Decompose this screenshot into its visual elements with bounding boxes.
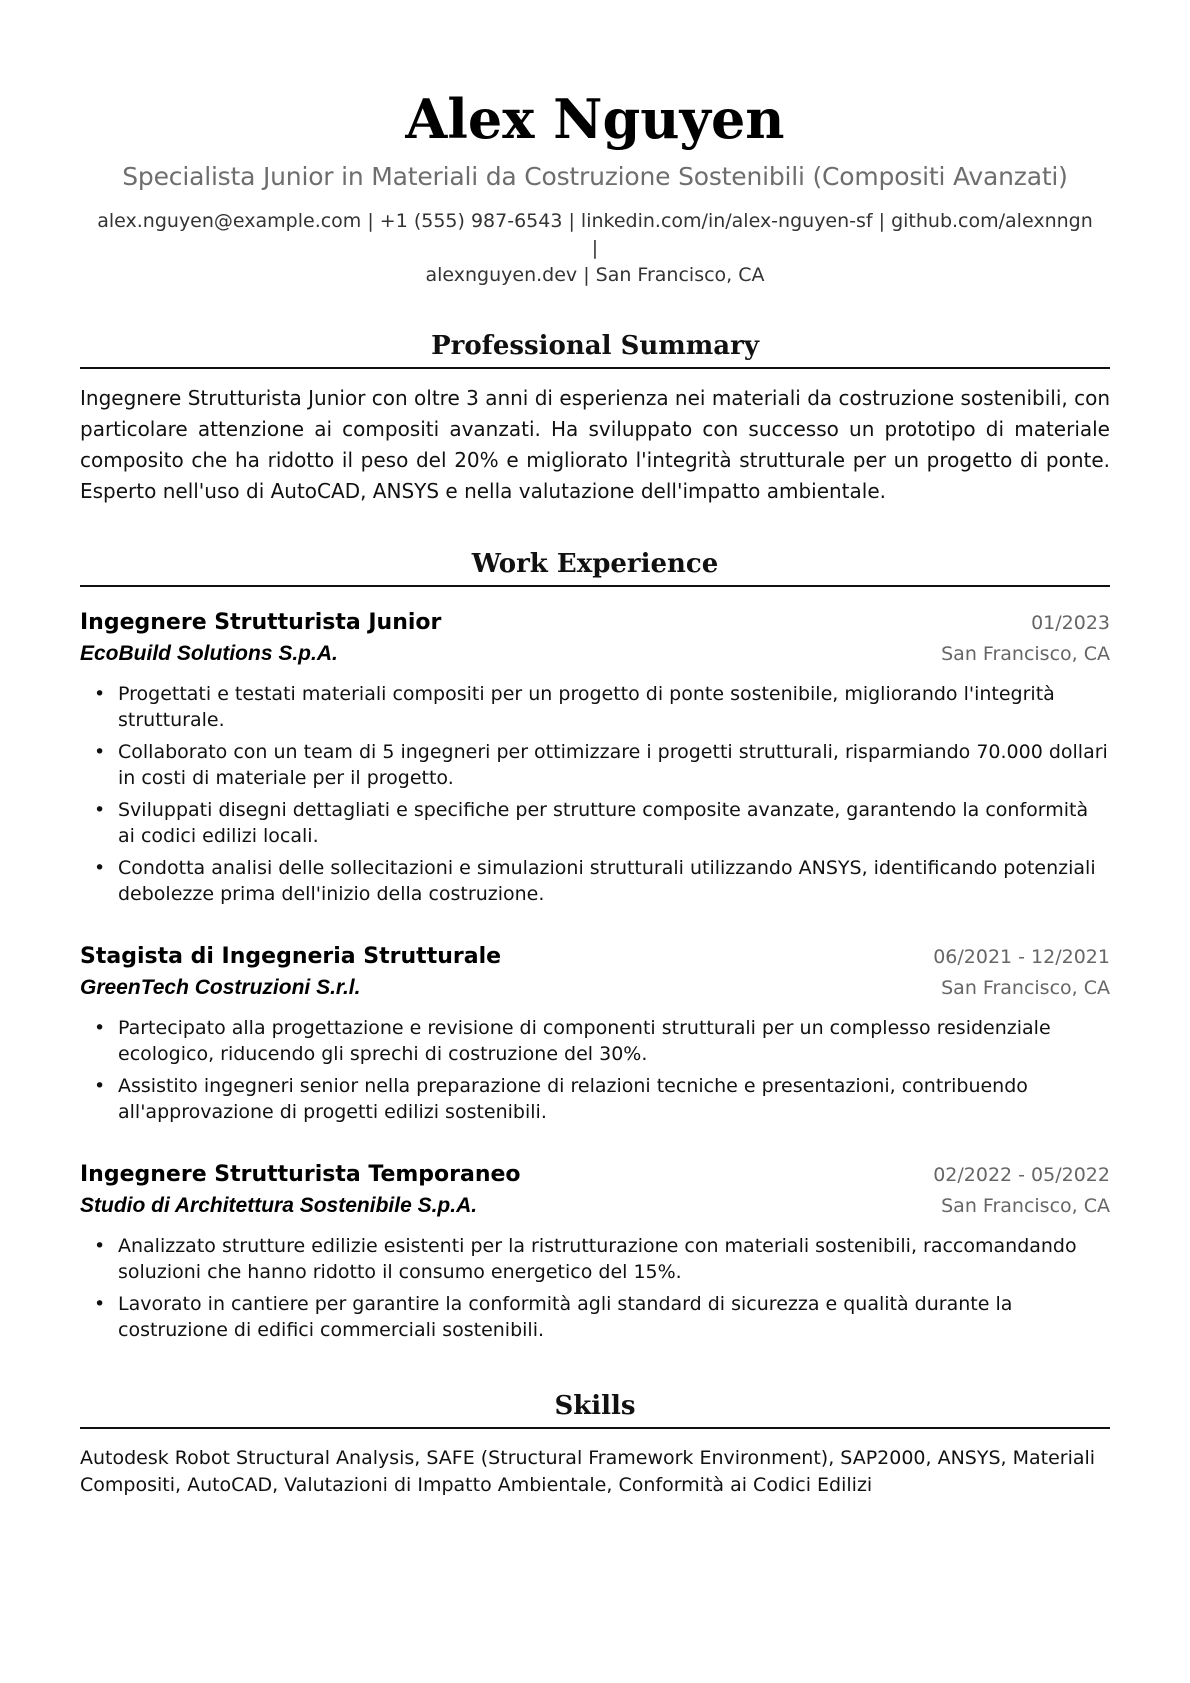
candidate-name: Alex Nguyen — [405, 87, 785, 151]
job-bullet — [80, 797, 1110, 849]
experience-section — [80, 547, 1110, 1343]
job-bullet — [80, 681, 1110, 733]
bullet-text: Sviluppati disegni dettagliati e specifiche per strutture composite avanzate, garantendo la conformità ai codici edilizi locali. — [118, 799, 1089, 847]
job-title: Ingegnere Strutturista Temporaneo — [80, 1162, 521, 1187]
bullet-icon: • — [94, 1293, 106, 1315]
bullet-icon: • — [94, 1075, 106, 1097]
job-bullets — [80, 1015, 1110, 1125]
bullet-icon: • — [94, 857, 106, 879]
bullet-icon: • — [94, 683, 106, 705]
job-bullet — [80, 1233, 1110, 1285]
job-bullets — [80, 681, 1110, 907]
job-location: San Francisco, CA — [941, 1195, 1110, 1217]
job-title: Stagista di Ingegneria Strutturale — [80, 944, 502, 969]
company-name: Studio di Architettura Sostenibile S.p.A. — [80, 1194, 478, 1217]
bullet-icon: • — [94, 741, 106, 763]
candidate-subtitle: Specialista Junior in Materiali da Costruzione Sostenibili (Compositi Avanzati) — [122, 162, 1068, 191]
job-date: 01/2023 — [1031, 612, 1110, 634]
bullet-text: Lavorato in cantiere per garantire la conformità agli standard di sicurezza e qualità durante la costruzione di edifici commerciali sostenibili. — [118, 1293, 1013, 1341]
skills-title: Skills — [80, 1389, 1110, 1429]
summary-text: Ingegnere Strutturista Junior con oltre 3 anni di esperienza nei materiali da costruzione sostenibili, con particolare attenzione ai compositi avanzati. Ha sviluppato con successo un prototipo di materiale composito che ha ridotto il peso del 20% e migliorato l'integrità strutturale per un progetto di ponte. Esperto nell'uso di AutoCAD, ANSYS e nella valutazione dell'impatto ambientale. — [80, 386, 1110, 503]
bullet-icon: • — [94, 1017, 106, 1039]
bullet-icon: • — [94, 1235, 106, 1257]
job-location: San Francisco, CA — [941, 977, 1110, 999]
skills-text: Autodesk Robot Structural Analysis, SAFE (Structural Framework Environment), SAP2000, ANSYS, Materiali Compositi, AutoCAD, Valutazioni di Impatto Ambientale, Conformità ai Codici Edilizi — [80, 1447, 1096, 1496]
job-location: San Francisco, CA — [941, 643, 1110, 665]
job-bullets — [80, 1233, 1110, 1343]
bullet-icon: • — [94, 799, 106, 821]
company-name: GreenTech Costruzioni S.r.l. — [80, 976, 361, 999]
bullet-text: Collaborato con un team di 5 ingegneri per ottimizzare i progetti strutturali, risparmiando 70.000 dollari in costi di materiale per il progetto. — [118, 741, 1108, 789]
job-entry — [80, 607, 1110, 907]
summary-title: Professional Summary — [80, 329, 1110, 369]
resume-header — [80, 0, 1110, 289]
experience-title: Work Experience — [80, 547, 1110, 587]
job-bullet — [80, 739, 1110, 791]
bullet-text: Progettati e testati materiali compositi per un progetto di ponte sostenibile, migliorando l'integrità strutturale. — [118, 683, 1055, 731]
bullet-text: Condotta analisi delle sollecitazioni e simulazioni strutturali utilizzando ANSYS, identificando potenziali debolezze prima dell'inizio della costruzione. — [118, 857, 1096, 905]
job-bullet — [80, 1291, 1110, 1343]
company-name: EcoBuild Solutions S.p.A. — [80, 642, 338, 665]
summary-section — [80, 329, 1110, 507]
job-entry — [80, 1159, 1110, 1343]
contact-line-2: alexnguyen.dev | San Francisco, CA — [425, 264, 765, 286]
skills-section — [80, 1389, 1110, 1499]
job-date: 06/2021 - 12/2021 — [933, 946, 1110, 968]
bullet-text: Assistito ingegneri senior nella preparazione di relazioni tecniche e presentazioni, contribuendo all'approvazione di progetti edilizi sostenibili. — [118, 1075, 1028, 1123]
contact-info — [95, 208, 1095, 289]
job-bullet — [80, 855, 1110, 907]
job-bullet — [80, 1015, 1110, 1067]
job-date: 02/2022 - 05/2022 — [933, 1164, 1110, 1186]
bullet-text: Analizzato strutture edilizie esistenti per la ristrutturazione con materiali sostenibili, raccomandando soluzioni che hanno ridotto il consumo energetico del 15%. — [118, 1235, 1077, 1283]
bullet-text: Partecipato alla progettazione e revisione di componenti strutturali per un complesso residenziale ecologico, riducendo gli sprechi di costruzione del 30%. — [118, 1017, 1051, 1065]
job-title: Ingegnere Strutturista Junior — [80, 610, 442, 635]
job-entry — [80, 941, 1110, 1125]
contact-line-1: alex.nguyen@example.com | +1 (555) 987-6543 | linkedin.com/in/alex-nguyen-sf | github.com/alexnngn | — [97, 210, 1093, 259]
job-bullet — [80, 1073, 1110, 1125]
